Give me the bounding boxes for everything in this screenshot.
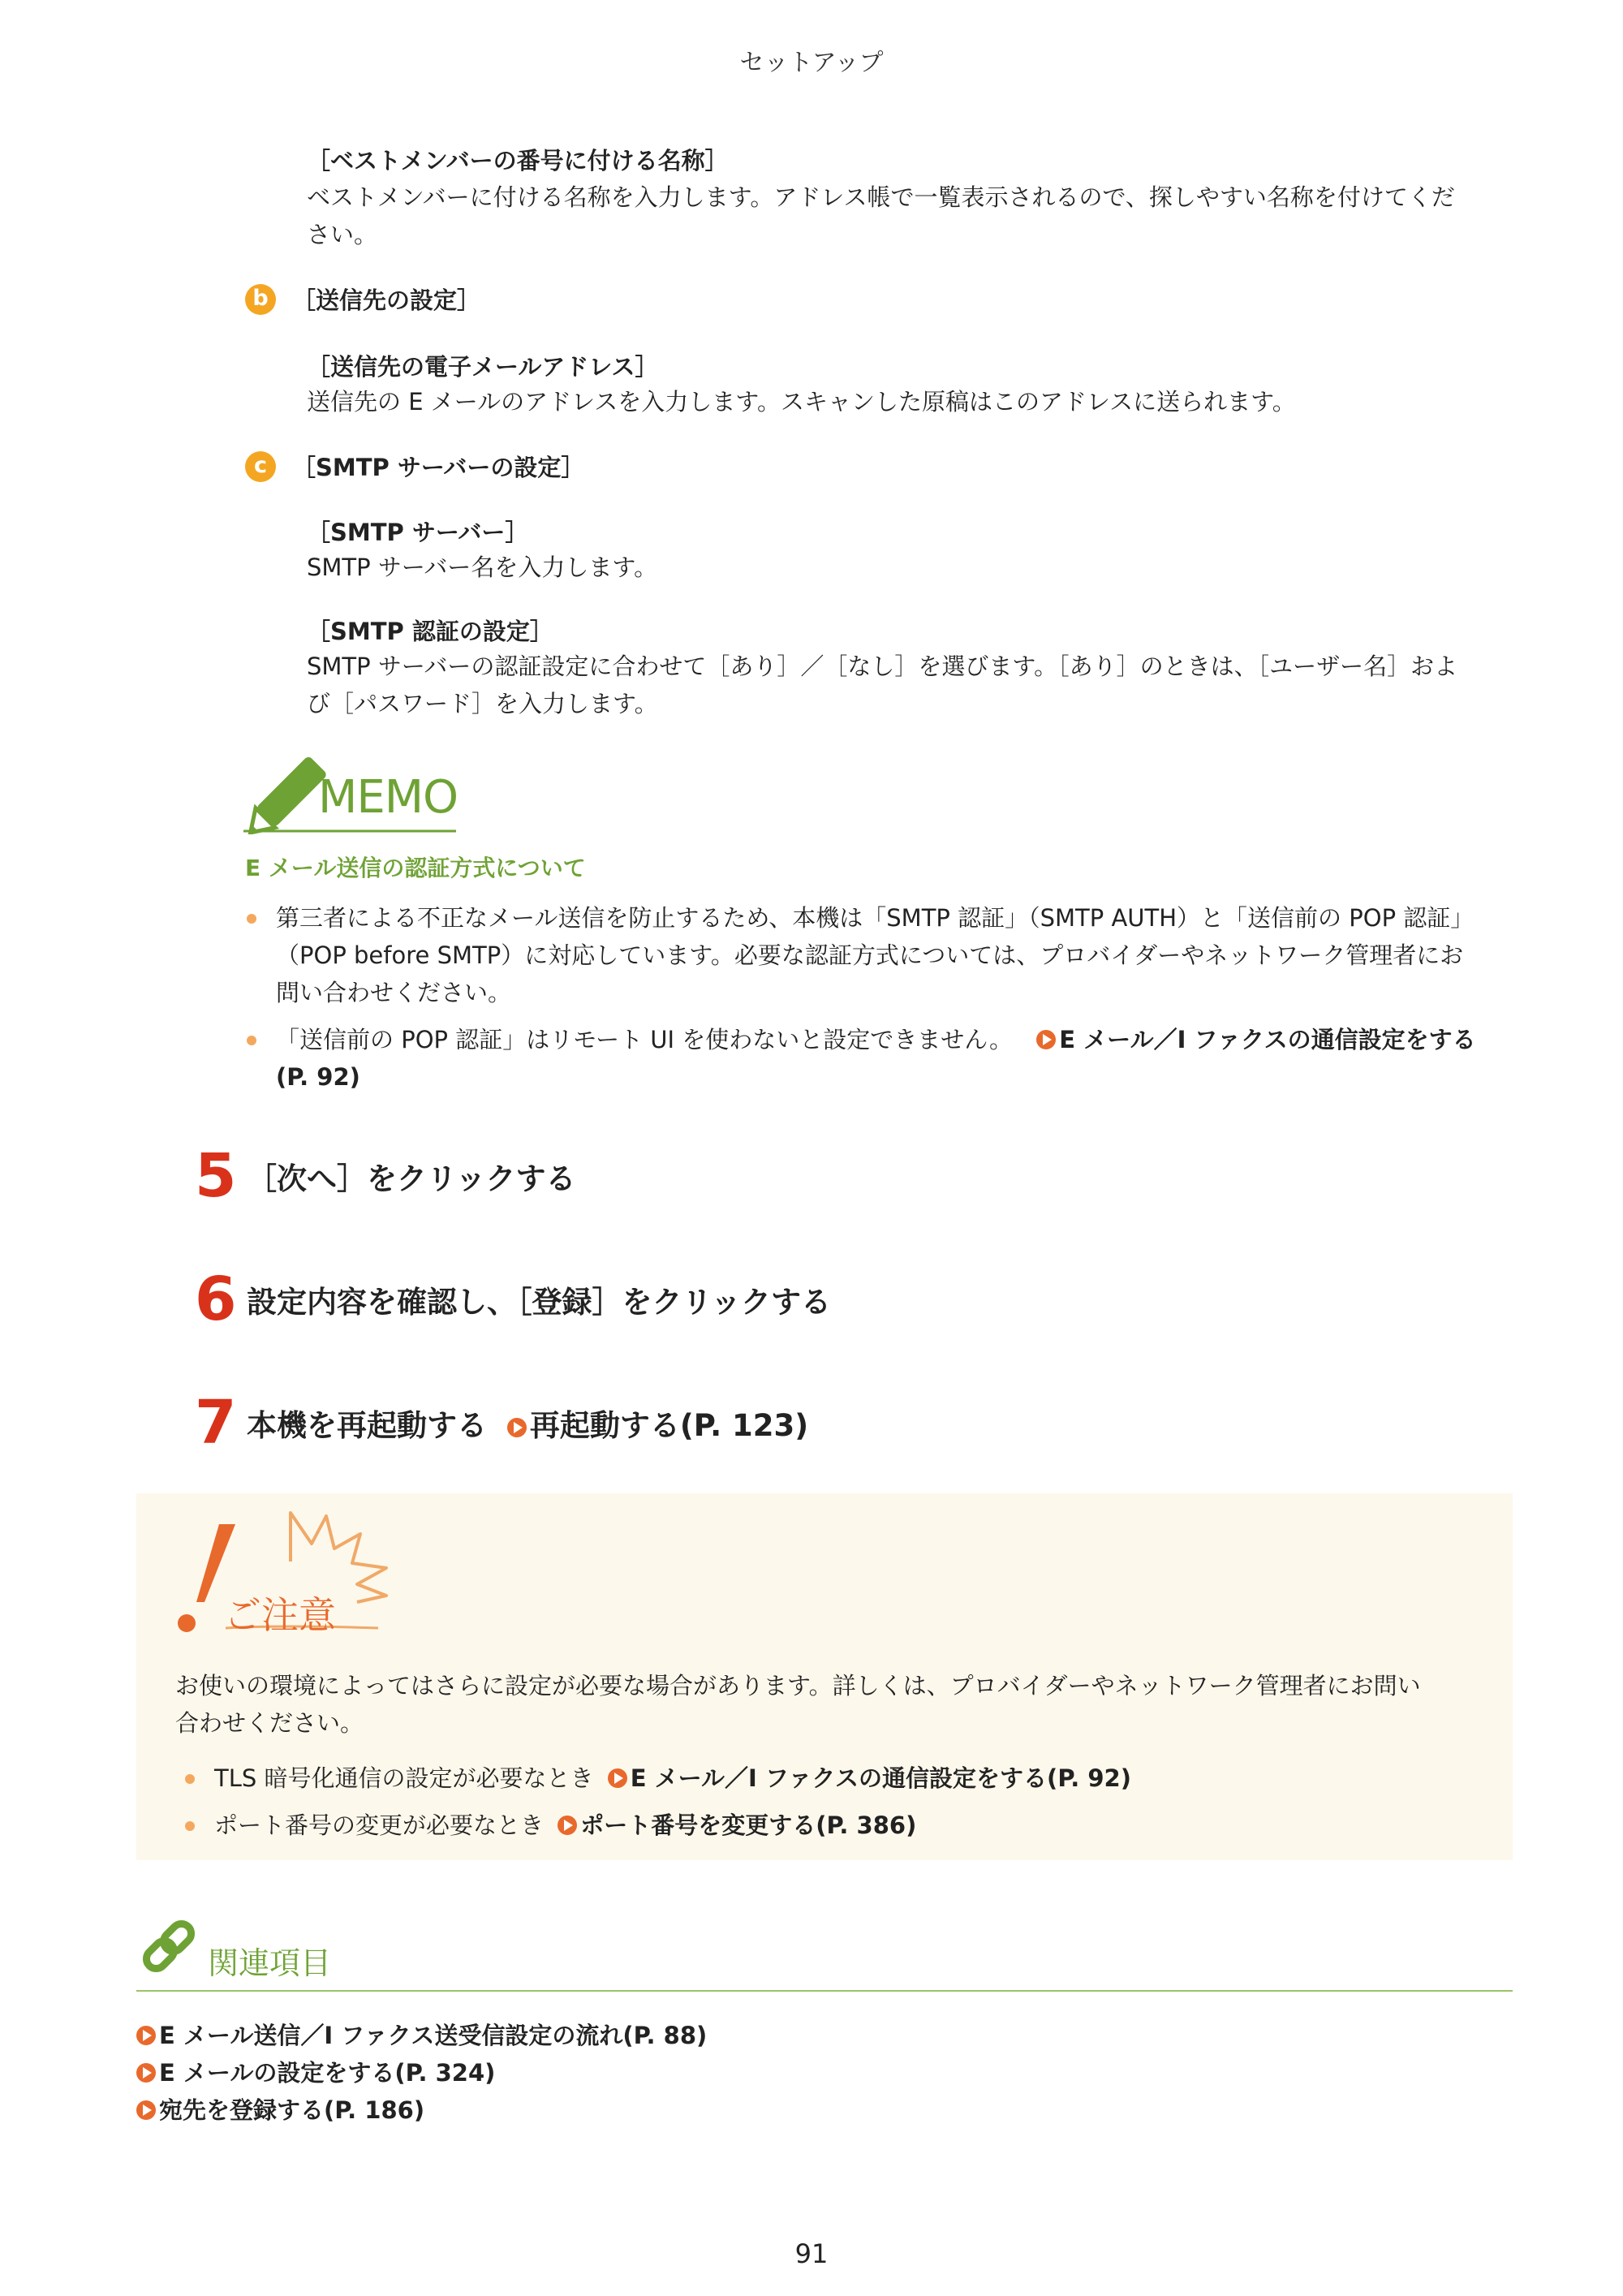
step-number-6: 6	[195, 1264, 237, 1334]
best-member-desc-2: さい。	[307, 221, 378, 248]
related-title: 関連項目	[208, 1945, 332, 1981]
link-arrow-icon	[136, 2026, 156, 2045]
link-arrow-icon	[507, 1418, 527, 1437]
caution-bullet-dot-1	[185, 1774, 195, 1784]
step-7-text: 本機を再起動する	[247, 1408, 487, 1443]
link-arrow-icon	[136, 2063, 156, 2083]
memo-bullet-2-text: 「送信前の POP 認証」はリモート UI を使わないと設定できません。	[276, 1026, 1014, 1053]
caution-label: ご注意	[224, 1593, 336, 1637]
caution-bullet-1	[214, 1760, 1131, 1797]
related-divider	[136, 1990, 1513, 1992]
memo-bullet-2	[276, 1021, 1476, 1058]
step-6-text: 設定内容を確認し、［登録］をクリックする	[247, 1285, 832, 1320]
memo-bullet-1-line2: （POP before SMTP）に対応しています。必要な認証方式については、プロバイダーやネットワーク管理者にお	[276, 941, 1464, 969]
caution-bullet-1-text: TLS 暗号化通信の設定が必要なとき	[214, 1764, 594, 1792]
best-member-desc-1: ベストメンバーに付ける名称を入力します。アドレス帳で一覧表示されるので、探しやすい名称を付けてくだ	[307, 183, 1455, 211]
email-address-term: ［送信先の電子メールアドレス］	[307, 353, 659, 381]
best-member-term: ［ベストメンバーの番号に付ける名称］	[307, 147, 729, 174]
caution-line-1: お使いの環境によってはさらに設定が必要な場合があります。詳しくは、プロバイダーやネットワーク管理者にお問い	[175, 1672, 1421, 1699]
section-c-title: ［SMTP サーバーの設定］	[292, 454, 585, 481]
smtp-server-desc: SMTP サーバー名を入力します。	[307, 554, 658, 581]
smtp-server-term: ［SMTP サーバー］	[307, 519, 529, 546]
smtp-auth-term: ［SMTP 認証の設定］	[307, 618, 553, 645]
related-link-2[interactable]: E メールの設定をする(P. 324)	[136, 2055, 495, 2088]
step-7-link[interactable]: 再起動する(P. 123)	[507, 1408, 808, 1443]
step-number-7: 7	[195, 1388, 237, 1458]
memo-bullet-dot-2	[247, 1036, 256, 1045]
email-address-desc: 送信先の E メールのアドレスを入力します。スキャンした原稿はこのアドレスに送られます。	[307, 388, 1296, 416]
memo-bullet-1-line1: 第三者による不正なメール送信を防止するため、本機は「SMTP 認証」（SMTP AUTH）と「送信前の POP 認証」	[276, 904, 1474, 932]
related-link-1[interactable]: E メール送信／I ファクス送受信設定の流れ(P. 88)	[136, 2018, 707, 2051]
link-arrow-icon	[136, 2100, 156, 2120]
memo-bullet-2-link-page[interactable]: (P. 92)	[276, 1063, 360, 1091]
smtp-auth-desc-2: び［パスワード］を入力します。	[307, 690, 658, 717]
caution-bullet-dot-2	[185, 1821, 195, 1831]
badge-b: b	[245, 284, 276, 315]
caution-bullet-1-link[interactable]: E メール／I ファクスの通信設定をする(P. 92)	[608, 1764, 1131, 1792]
related-link-3[interactable]: 宛先を登録する(P. 186)	[136, 2092, 424, 2126]
step-7	[247, 1401, 808, 1445]
memo-bullet-1-line3: 問い合わせください。	[276, 979, 512, 1006]
memo-bullet-dot-1	[247, 914, 256, 924]
badge-c: c	[245, 451, 276, 482]
running-header: セットアップ	[739, 49, 884, 77]
smtp-auth-desc-1: SMTP サーバーの認証設定に合わせて［あり］／［なし］を選びます。［あり］のときは、［ユーザー名］およ	[307, 653, 1458, 680]
section-b-title: ［送信先の設定］	[292, 286, 481, 314]
caution-bullet-2-link[interactable]: ポート番号を変更する(P. 386)	[558, 1811, 916, 1839]
link-arrow-icon	[608, 1768, 627, 1788]
link-arrow-icon	[558, 1816, 577, 1835]
caution-line-2: 合わせください。	[175, 1709, 364, 1737]
caution-bullet-2-text: ポート番号の変更が必要なとき	[214, 1811, 545, 1839]
link-arrow-icon	[1036, 1030, 1056, 1049]
related-chain-link-icon	[138, 1915, 200, 1977]
step-number-5: 5	[195, 1141, 237, 1211]
memo-heading: E メール送信の認証方式について	[245, 855, 586, 881]
caution-bullet-2	[214, 1807, 916, 1844]
memo-label: MEMO	[318, 771, 458, 824]
page-number: 91	[794, 2238, 829, 2269]
memo-bullet-2-link[interactable]: E メール／I ファクスの通信設定をする	[1036, 1026, 1475, 1053]
step-5-text: ［次へ］をクリックする	[247, 1161, 576, 1196]
